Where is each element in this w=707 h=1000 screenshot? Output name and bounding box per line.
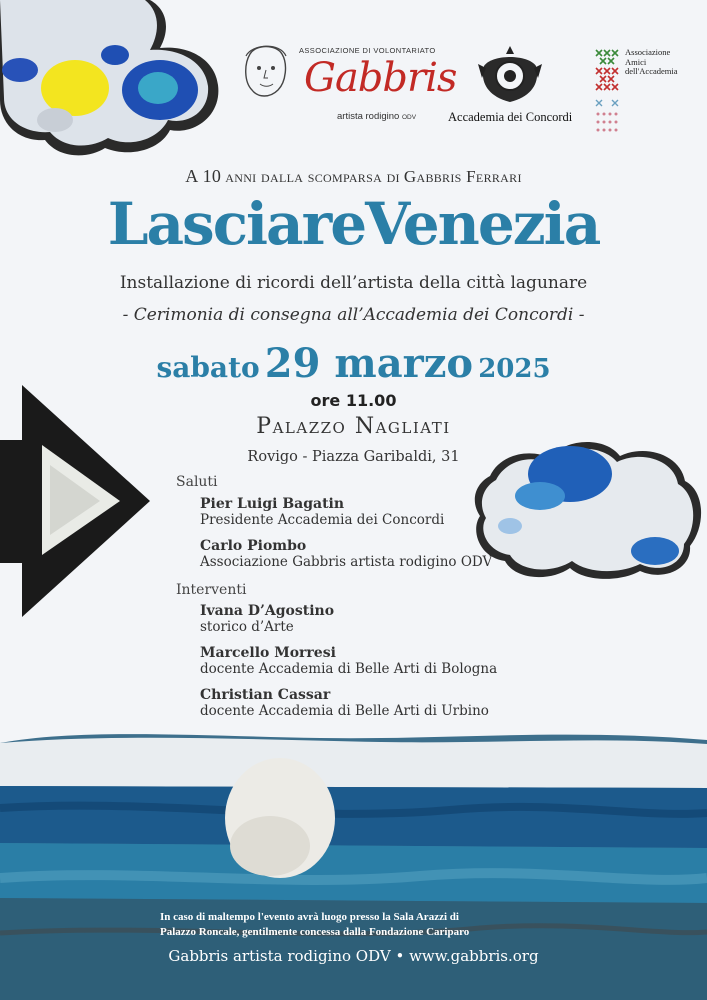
event-date [0,340,707,387]
event-title: LasciareVenezia [107,190,600,258]
weather-note-line: Palazzo Roncale, gentilmente concessa dalla Fondazione Cariparo [160,926,470,938]
speaker-name: Ivana D’Agostino [200,603,335,619]
portrait-sketch-icon [236,42,294,100]
ceremony-line: - Cerimonia di consegna all’Accademia dei Concordi - [122,305,585,325]
speaker-name: Christian Cassar [200,687,331,703]
speaker-role: Associazione Gabbris artista rodigino ODV [200,554,493,570]
gabbris-subline [337,111,416,122]
speaker-name: Carlo Piombo [200,538,307,554]
event-time: ore 11.00 [310,391,397,410]
speaker-role: docente Accademia di Belle Arti di Bologna [200,661,498,677]
anniversary-line [0,166,707,187]
accademia-name: Accademia dei Concordi [448,110,573,124]
speaker-role: storico d’Arte [200,619,294,635]
cross-stitch-pattern-icon [594,48,622,134]
pre-name: Gabbris Ferrari [403,167,522,186]
date-day-name: sabato [156,351,260,384]
amici-line: Associazione [625,47,671,57]
footer-website: Gabbris artista rodigino ODV • www.gabbris.org [168,947,539,965]
amici-accademia-label [625,48,678,77]
event-venue: Palazzo Nagliati [256,414,451,439]
pre-text: anni dalla scomparsa di [225,167,400,186]
pre-a: A [185,166,199,186]
speaker-entry [200,687,489,719]
speaker-entry [200,645,497,677]
speaker-entry [200,496,444,528]
gabbris-logo: Gabbris [304,55,457,101]
speaker-entry [200,603,334,635]
pre-number: 10 [202,166,222,186]
saluti-heading: Saluti [176,474,218,490]
speaker-entry [200,538,492,570]
speaker-role: Presidente Accademia dei Concordi [200,512,445,528]
amici-line: Amici [625,56,647,67]
weather-note-line: In caso di maltempo l'evento avrà luogo presso la Sala Arazzi di [160,911,459,923]
amici-line: dell'Accademia [625,66,678,76]
speaker-role: docente Accademia di Belle Arti di Urbino [200,703,489,719]
gabbris-subline-text: artista rodigino [337,111,400,122]
speaker-name: Marcello Morresi [200,645,336,661]
date-day-month: 29 marzo [264,340,474,387]
crest-icon [478,44,542,106]
date-year: 2025 [478,354,551,384]
event-subtitle: Installazione di ricordi dell’artista della città lagunare [119,273,588,293]
weather-note [160,910,580,940]
interventi-heading: Interventi [176,582,247,598]
painted-cloud-icon [0,0,222,160]
gabbris-odv-label: ODV [401,114,417,121]
association-label: ASSOCIAZIONE DI VOLONTARIATO [299,46,436,55]
event-address: Rovigo - Piazza Garibaldi, 31 [247,449,460,465]
speaker-name: Pier Luigi Bagatin [200,496,345,512]
